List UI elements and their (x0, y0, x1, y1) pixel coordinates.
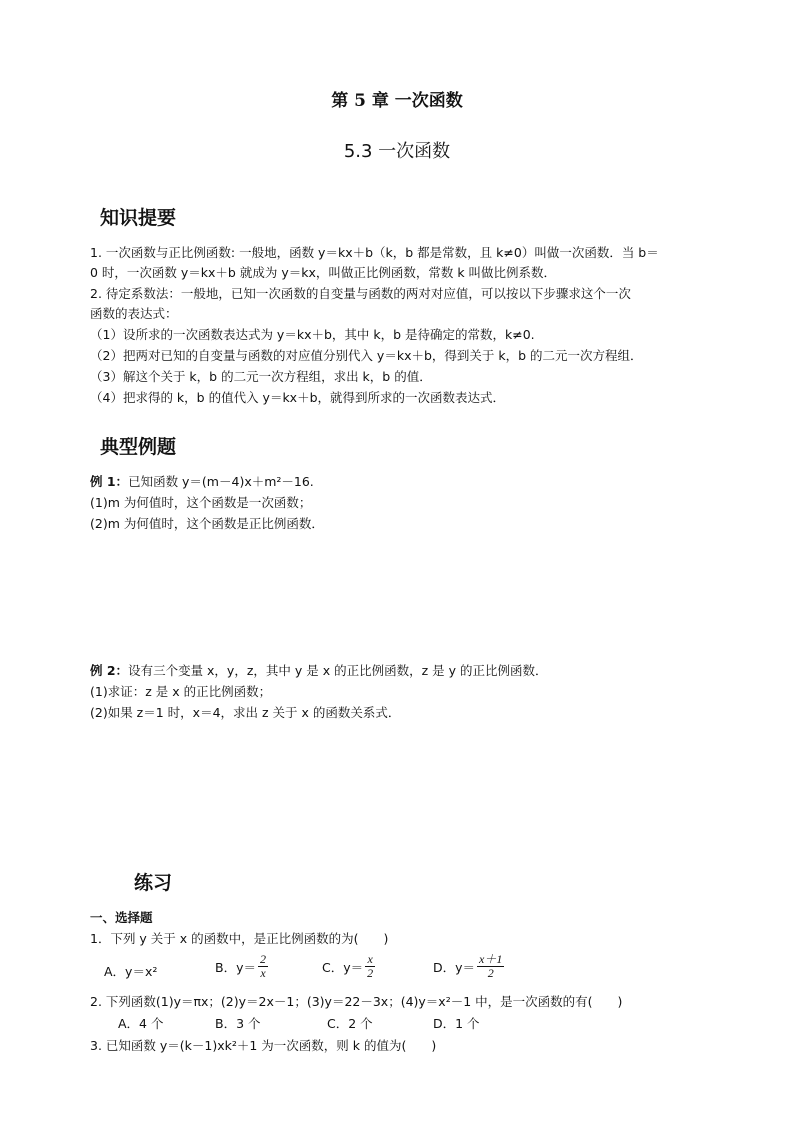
example-1-question-2: (2)m 为何值时，这个函数是正比例函数． (90, 516, 324, 531)
option-c-numerator: x (367, 952, 373, 966)
practice-heading: 练习 (134, 872, 173, 894)
knowledge-line-5: （1）设所求的一次函数表达式为 y＝kx＋b，其中 k，b 是待确定的常数，k≠0. (90, 327, 535, 342)
option-d-denominator: 2 (487, 966, 494, 980)
knowledge-heading: 知识提要 (100, 207, 177, 229)
chapter-title: 第 5 章 一次函数 (331, 91, 463, 111)
example-2-question-2: (2)如果 z＝1 时，x＝4，求出 z 关于 x 的函数关系式． (90, 705, 401, 720)
option-c-prefix: C．y＝ (322, 959, 364, 975)
option-b-denominator: x (260, 966, 266, 980)
option-c-denominator: 2 (367, 966, 374, 980)
question-1-option-d (433, 953, 506, 980)
example-2-label: 例 2： (90, 663, 129, 678)
question-3-stem: 3. 已知函数 y＝(k－1)xk²＋1 为一次函数，则 k 的值为( ) (90, 1038, 437, 1053)
question-2-option-c: C．2 个 (327, 1016, 373, 1031)
option-b-fraction (258, 953, 268, 980)
question-2-option-a: A．4 个 (118, 1016, 164, 1031)
knowledge-line-2: 0 时，一次函数 y＝kx＋b 就成为 y＝kx，叫做正比例函数，常数 k 叫做比例系数． (90, 265, 557, 280)
knowledge-line-8: （4）把求得的 k，b 的值代入 y＝kx＋b，就得到所求的一次函数表达式． (90, 390, 506, 405)
example-1-statement (90, 472, 314, 492)
examples-heading: 典型例题 (100, 436, 177, 458)
option-c-fraction (365, 953, 375, 980)
example-1-label: 例 1： (90, 474, 129, 489)
option-d-numerator: x＋1 (479, 952, 503, 966)
question-2-option-b: B．3 个 (215, 1016, 261, 1031)
knowledge-line-4: 函数的表达式： (90, 306, 178, 321)
question-2-stem: 2. 下列函数(1)y＝πx；(2)y＝2x－1；(3)y＝22－3x；(4)y＝x²－1 中，是一次函数的有( ) (90, 994, 623, 1009)
question-1-option-a: A．y＝x² (104, 964, 158, 979)
question-1-stem: 1．下列 y 关于 x 的函数中，是正比例函数的为( ) (90, 931, 389, 946)
knowledge-line-7: （3）解这个关于 k，b 的二元一次方程组，求出 k，b 的值． (90, 369, 432, 384)
question-1-option-b (215, 953, 270, 980)
knowledge-line-6: （2）把两对已知的自变量与函数的对应值分别代入 y＝kx＋b，得到关于 k，b 的二元一次方程组． (90, 348, 643, 363)
option-b-prefix: B．y＝ (215, 959, 256, 975)
example-2-question-1: (1)求证：z 是 x 的正比例函数； (90, 684, 272, 699)
example-2-text: 设有三个变量 x，y，z，其中 y 是 x 的正比例函数，z 是 y 的正比例函数． (128, 663, 548, 678)
example-2-statement (90, 661, 547, 681)
question-1-option-c (322, 953, 377, 980)
option-d-fraction (477, 953, 504, 980)
knowledge-line-1: 1. 一次函数与正比例函数: 一般地，函数 y＝kx＋b（k，b 都是常数，且 k≠0）叫做一次函数．当 b＝ (90, 245, 659, 260)
option-b-numerator: 2 (259, 952, 266, 966)
knowledge-line-3: 2. 待定系数法：一般地，已知一次函数的自变量与函数的两对对应值，可以按以下步骤求这个一次 (90, 286, 631, 301)
example-1-question-1: (1)m 为何值时，这个函数是一次函数； (90, 495, 312, 510)
practice-part-title: 一、选择题 (90, 910, 153, 925)
example-1-text: 已知函数 y＝(m－4)x＋m²－16. (128, 474, 314, 489)
question-2-option-d: D．1 个 (433, 1016, 480, 1031)
option-d-prefix: D．y＝ (433, 959, 476, 975)
section-title: 5.3 一次函数 (343, 141, 451, 162)
